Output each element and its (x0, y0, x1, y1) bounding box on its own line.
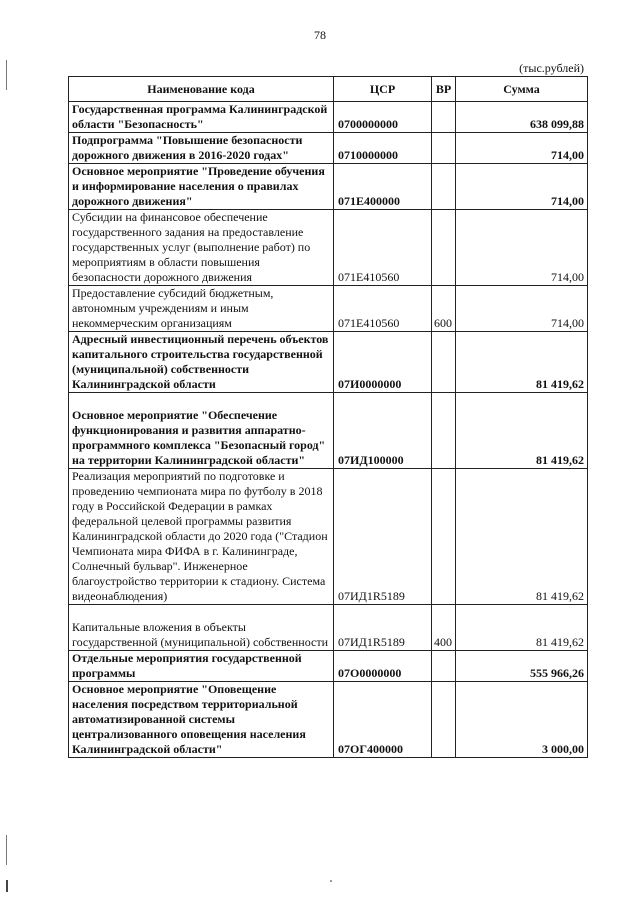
table-row (69, 651, 588, 682)
row-sum-cell (456, 682, 588, 758)
cell-text: 07ИД1R5189 (338, 589, 405, 603)
header-csr: ЦСР (334, 77, 432, 102)
row-name-cell (69, 393, 334, 469)
units-label: (тыс.рублей) (519, 61, 584, 75)
row-name-cell (69, 332, 334, 393)
table-row (69, 332, 588, 393)
cell-text: 0710000000 (338, 148, 398, 162)
cell-text: Основное мероприятие "Оповещение населения посредством территориальной автоматизированной системы централизованного оповещения населения Калининградской области" (72, 682, 306, 756)
cell-text: 400 (434, 635, 452, 649)
table-row (69, 605, 588, 651)
row-csr-cell (334, 210, 432, 286)
scan-mark (6, 880, 8, 892)
row-sum-cell (456, 164, 588, 210)
row-name-cell (69, 164, 334, 210)
scan-mark (6, 60, 7, 90)
row-csr-cell (334, 605, 432, 651)
cell-text: Капитальные вложения в объекты государственной (муниципальной) собственности (72, 620, 329, 649)
row-spacer (72, 393, 330, 408)
cell-text: Основное мероприятие "Проведение обучения и информирование населения о правилах дорожного движения" (72, 164, 325, 208)
cell-text: 714,00 (551, 270, 584, 284)
row-vr-cell (432, 332, 456, 393)
row-vr-cell (432, 469, 456, 605)
row-vr-cell (432, 210, 456, 286)
row-vr-cell (432, 133, 456, 164)
row-vr-cell (432, 682, 456, 758)
row-csr-cell (334, 332, 432, 393)
cell-text: Отдельные мероприятия государственной программы (72, 651, 302, 680)
row-sum-cell (456, 210, 588, 286)
row-sum-cell (456, 286, 588, 332)
cell-text: 555 966,26 (530, 666, 584, 680)
row-sum-cell (456, 332, 588, 393)
row-vr-cell (432, 102, 456, 133)
cell-text: 600 (434, 316, 452, 330)
cell-text: 0700000000 (338, 117, 398, 131)
cell-text: 81 419,62 (536, 589, 584, 603)
row-csr-cell (334, 164, 432, 210)
cell-text: Адресный инвестиционный перечень объектов капитального строительства государственной (муниципальной) собственности Калининградской области (72, 332, 329, 391)
page-number: 78 (314, 28, 326, 42)
row-name-cell (69, 210, 334, 286)
row-csr-cell (334, 651, 432, 682)
cell-text: 81 419,62 (536, 377, 584, 391)
cell-text: 07ИД1R5189 (338, 635, 405, 649)
row-name-cell (69, 682, 334, 758)
row-vr-cell (432, 651, 456, 682)
table-row (69, 133, 588, 164)
row-sum-cell (456, 133, 588, 164)
cell-text: Государственная программа Калининградской области "Безопасность" (72, 102, 328, 131)
table-row (69, 682, 588, 758)
table-row (69, 469, 588, 605)
row-csr-cell (334, 393, 432, 469)
row-name-cell (69, 133, 334, 164)
row-spacer (72, 605, 330, 620)
row-sum-cell (456, 393, 588, 469)
table-row (69, 393, 588, 469)
cell-text: 3 000,00 (542, 742, 584, 756)
row-name-cell (69, 469, 334, 605)
cell-text: Предоставление субсидий бюджетным, автономным учреждениям и иным некоммерческим организациям (72, 286, 274, 330)
table-body (69, 102, 588, 758)
row-vr-cell (432, 164, 456, 210)
cell-text: Подпрограмма "Повышение безопасности дорожного движения в 2016-2020 годах" (72, 133, 303, 162)
cell-text: 071E410560 (338, 316, 400, 330)
header-name: Наименование кода (69, 77, 334, 102)
cell-text: 714,00 (551, 316, 584, 330)
cell-text: Реализация мероприятий по подготовке и проведению чемпионата мира по футболу в 2018 году в Российской Федерации в рамках федеральной целевой программы развития Калининградской области до 2020 года ("Стадион Чемпионата мира ФИФА в г. Калининграде, Солнечный бульвар". Инженерное благоустройство территории к стадиону. Система видеонаблюдения) (72, 469, 328, 603)
row-sum-cell (456, 651, 588, 682)
row-sum-cell (456, 469, 588, 605)
table-row (69, 102, 588, 133)
cell-text: 638 099,88 (530, 117, 584, 131)
cell-text: 07ИД100000 (338, 453, 404, 467)
row-name-cell (69, 102, 334, 133)
table-row (69, 286, 588, 332)
cell-text: 07О0000000 (338, 666, 402, 680)
row-name-cell (69, 286, 334, 332)
table-header-row (69, 77, 588, 102)
cell-text: 07ОГ400000 (338, 742, 403, 756)
row-vr-cell (432, 286, 456, 332)
row-csr-cell (334, 102, 432, 133)
row-csr-cell (334, 682, 432, 758)
table-row (69, 164, 588, 210)
row-vr-cell (432, 393, 456, 469)
row-vr-cell (432, 605, 456, 651)
cell-text: 81 419,62 (536, 453, 584, 467)
cell-text: 071E410560 (338, 270, 400, 284)
row-csr-cell (334, 286, 432, 332)
scan-mark (6, 835, 7, 865)
row-sum-cell (456, 102, 588, 133)
cell-text: 714,00 (551, 194, 584, 208)
cell-text: 071E400000 (338, 194, 401, 208)
budget-table (68, 76, 588, 758)
scan-dot (330, 880, 332, 882)
cell-text: Субсидии на финансовое обеспечение государственного задания на предоставление государственных услуг (выполнение работ) по мероприятиям в области повышения безопасности дорожного движения (72, 210, 311, 284)
cell-text: 714,00 (551, 148, 584, 162)
cell-text: 81 419,62 (536, 635, 584, 649)
table-row (69, 210, 588, 286)
cell-text: Основное мероприятие "Обеспечение функционирования и развития аппаратно-программного комплекса "Безопасный город" на территории Калининградской области" (72, 408, 326, 467)
header-sum: Сумма (456, 77, 588, 102)
row-name-cell (69, 651, 334, 682)
row-sum-cell (456, 605, 588, 651)
row-name-cell (69, 605, 334, 651)
header-vr: ВР (432, 77, 456, 102)
cell-text: 07И0000000 (338, 377, 402, 391)
row-csr-cell (334, 469, 432, 605)
row-csr-cell (334, 133, 432, 164)
